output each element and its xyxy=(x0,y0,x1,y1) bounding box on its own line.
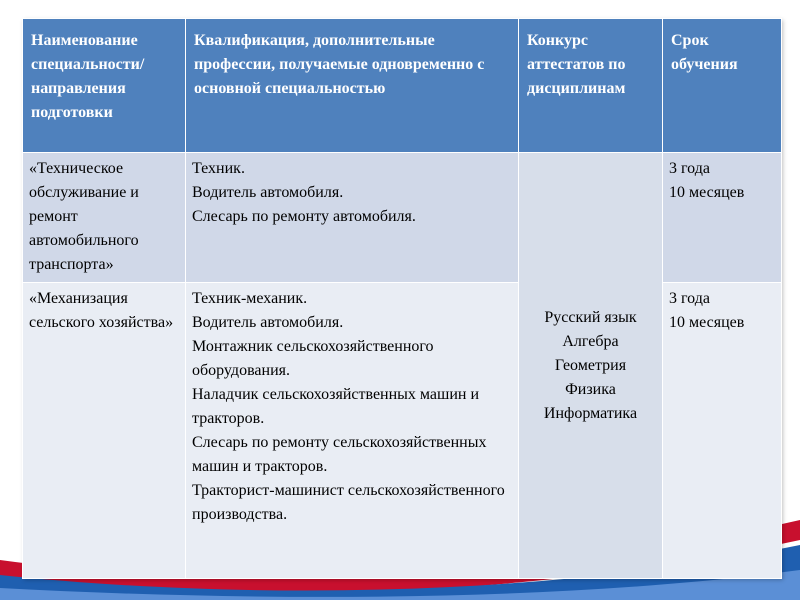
subjects-cell xyxy=(519,153,663,579)
header-qualification: Квалификация, дополнительные профессии, получаемые одновременно с основной специальностью xyxy=(186,19,519,153)
subject-item: Физика xyxy=(565,380,616,398)
header-competition: Конкурс аттестатов по дисциплинам xyxy=(519,19,663,153)
table-header-row xyxy=(23,19,782,153)
duration-years: 3 года xyxy=(669,160,710,177)
subject-item: Алгебра xyxy=(562,332,619,350)
duration-cell xyxy=(663,283,782,579)
specialties-table xyxy=(22,18,782,579)
qualification-item: Слесарь по ремонту автомобиля. xyxy=(192,208,416,225)
subject-item: Русский язык xyxy=(544,308,637,326)
qualifications-cell xyxy=(186,283,519,579)
table-row xyxy=(23,153,782,283)
subject-item: Информатика xyxy=(543,404,638,422)
qualification-item: Водитель автомобиля. xyxy=(192,184,344,201)
qualification-item: Слесарь по ремонту сельскохозяйственных машин и тракторов. xyxy=(192,434,487,475)
duration-cell xyxy=(663,153,782,283)
duration-months: 10 месяцев xyxy=(669,184,745,201)
qualification-item: Монтажник сельскохозяйственного оборудования. xyxy=(192,338,434,379)
table-row xyxy=(23,283,782,579)
duration-months: 10 месяцев xyxy=(669,314,745,331)
specialties-table-container xyxy=(22,18,781,578)
qualification-item: Тракторист-машинист сельскохозяйственного производства. xyxy=(192,482,505,523)
qualifications-cell xyxy=(186,153,519,283)
specialty-cell: «Техническое обслуживание и ремонт автомобильного транспорта» xyxy=(23,153,186,283)
qualification-item: Водитель автомобиля. xyxy=(192,314,344,331)
subject-item: Геометрия xyxy=(554,356,627,374)
header-duration: Срок обучения xyxy=(663,19,782,153)
header-specialty: Наименование специальности/ направления подготовки xyxy=(23,19,186,153)
qualification-item: Техник. xyxy=(192,160,245,177)
duration-years: 3 года xyxy=(669,290,710,307)
qualification-item: Наладчик сельскохозяйственных машин и тракторов. xyxy=(192,386,480,427)
qualification-item: Техник-механик. xyxy=(192,290,308,307)
specialty-cell: «Механизация сельского хозяйства» xyxy=(23,283,186,579)
